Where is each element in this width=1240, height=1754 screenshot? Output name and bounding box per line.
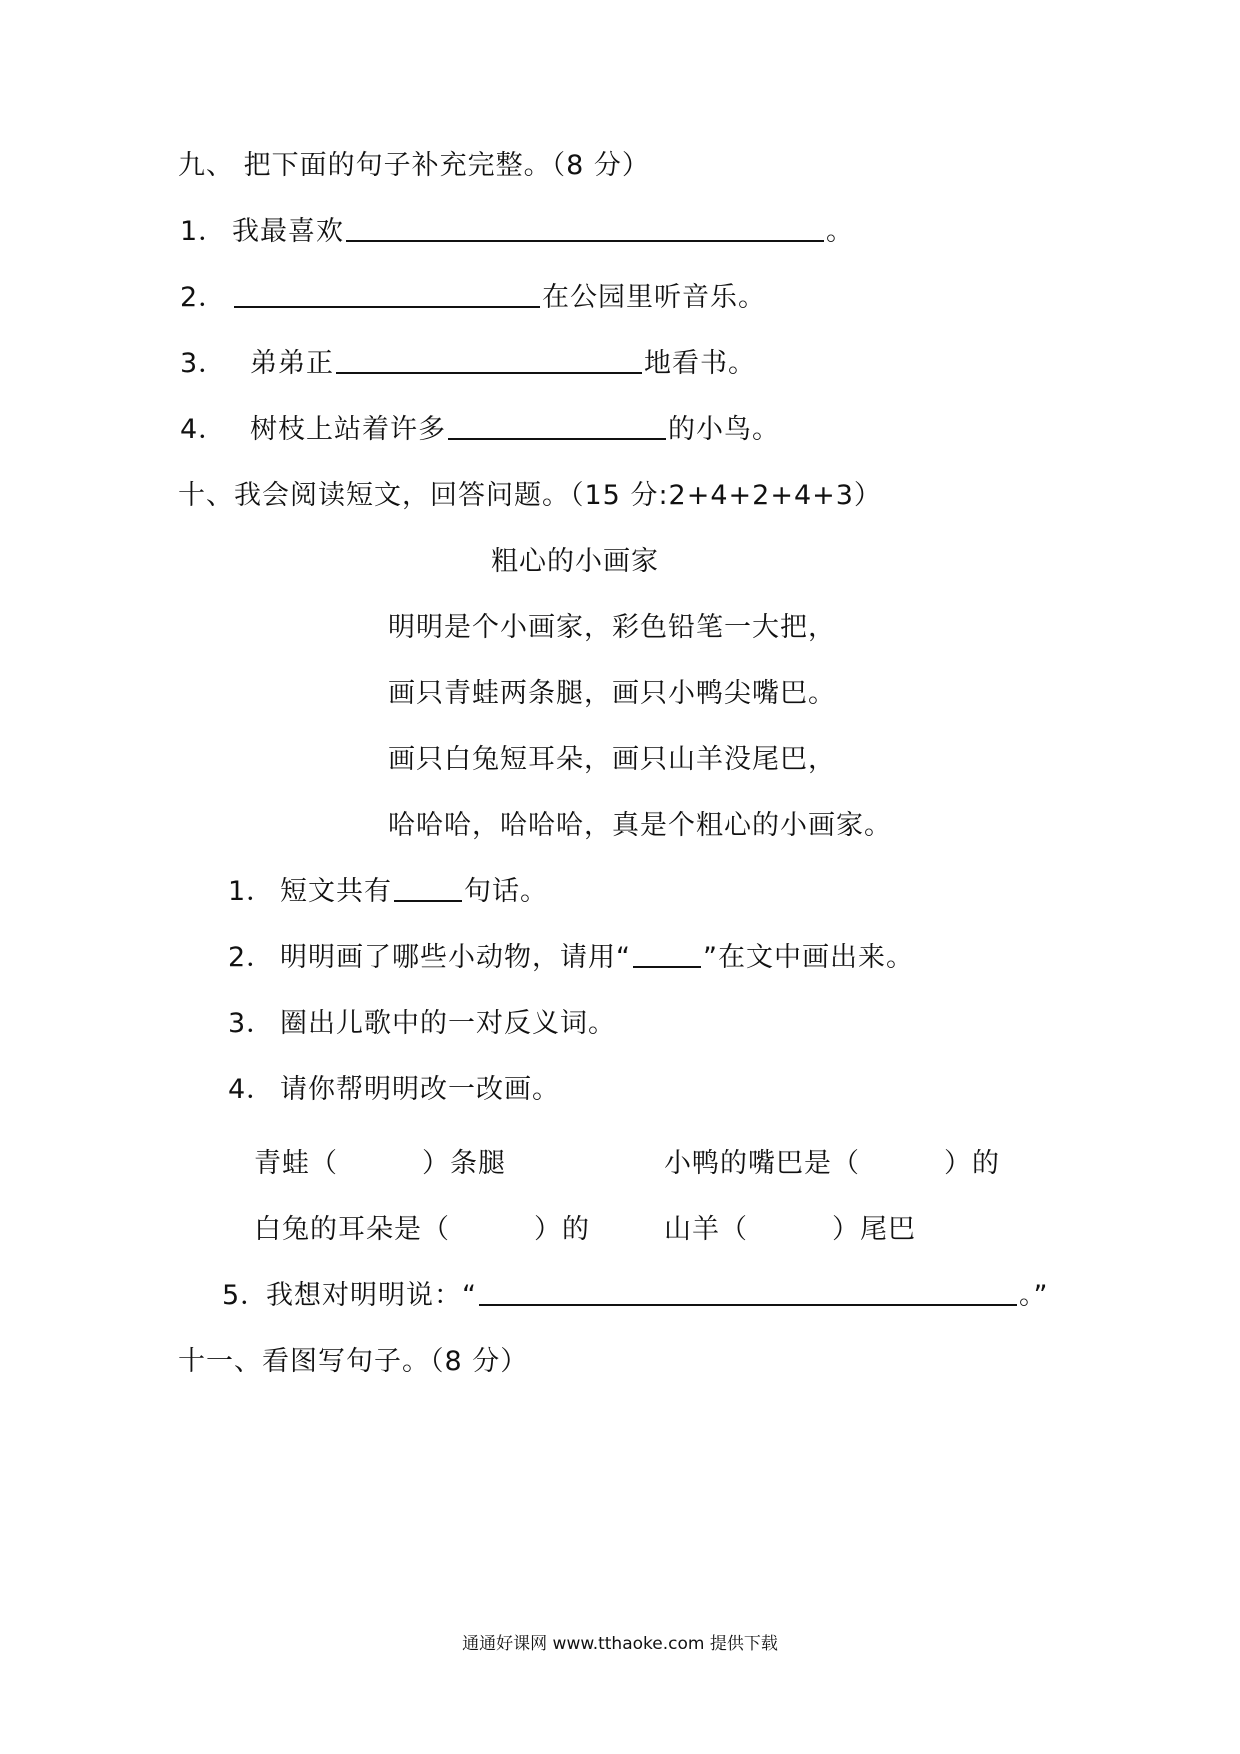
sec9-item-4	[180, 412, 780, 448]
fix-goat: 山羊（ ）尾巴	[664, 1214, 916, 1245]
question-3	[228, 1006, 616, 1042]
fix-duck: 小鸭的嘴巴是（ ）的	[664, 1148, 1000, 1179]
item-text-before: 我最喜欢	[232, 216, 344, 247]
item-text-after: 。	[826, 216, 854, 247]
item-number: 1．	[180, 216, 227, 247]
question-5	[222, 1278, 1049, 1314]
question-text: 请你帮明明改一改画。	[280, 1074, 560, 1105]
page-footer: 通通好课网 www.tthaoke.com 提供下载	[462, 1634, 778, 1654]
item-text-after: 地看书。	[644, 348, 756, 379]
question-text-before: 明明画了哪些小动物，请用“	[280, 942, 631, 973]
question-number: 2．	[228, 942, 275, 973]
question-number: 5．	[222, 1280, 269, 1311]
item-number: 4．	[180, 414, 227, 445]
section-11-title: 十一、看图写句子。（8 分）	[178, 1346, 529, 1377]
item-number: 2．	[180, 282, 227, 313]
item-text-before: 弟弟正	[250, 348, 334, 379]
question-number: 1．	[228, 876, 275, 907]
question-text: 圈出儿歌中的一对反义词。	[280, 1008, 616, 1039]
sec9-item-3	[180, 346, 756, 382]
sec9-item-1	[180, 214, 854, 250]
question-1	[228, 874, 548, 910]
item-text-after: 的小鸟。	[668, 414, 780, 445]
poem-line-3: 画只白兔短耳朵，画只山羊没尾巴，	[388, 744, 836, 775]
fix-frog: 青蛙（ ）条腿	[254, 1148, 506, 1179]
question-text-after: ”在文中画出来。	[703, 942, 914, 973]
answer-blank[interactable]	[234, 282, 540, 308]
answer-blank[interactable]	[336, 348, 642, 374]
poem-line-1: 明明是个小画家，彩色铅笔一大把，	[388, 612, 836, 643]
question-text-after: 句话。	[464, 876, 548, 907]
question-number: 4．	[228, 1074, 275, 1105]
item-text-before: 树枝上站着许多	[250, 414, 446, 445]
question-text-before: 我想对明明说：“	[266, 1280, 477, 1311]
answer-blank[interactable]	[394, 876, 462, 902]
fix-rabbit: 白兔的耳朵是（ ）的	[254, 1214, 590, 1245]
item-number: 3．	[180, 348, 227, 379]
poem-line-2: 画只青蛙两条腿，画只小鸭尖嘴巴。	[388, 678, 836, 709]
question-text-after: 。”	[1019, 1280, 1049, 1311]
answer-blank[interactable]	[448, 414, 666, 440]
poem-line-4: 哈哈哈，哈哈哈，真是个粗心的小画家。	[388, 810, 892, 841]
poem-title: 粗心的小画家	[491, 546, 659, 577]
question-number: 3．	[228, 1008, 275, 1039]
sec9-item-2	[180, 280, 766, 316]
answer-blank[interactable]	[479, 1280, 1017, 1306]
section-10-title: 十、我会阅读短文，回答问题。（15 分:2+4+2+4+3）	[178, 480, 882, 511]
question-4	[228, 1072, 560, 1108]
question-2	[228, 940, 914, 976]
section-9-title: 九、 把下面的句子补充完整。（8 分）	[178, 150, 650, 181]
item-text-after: 在公园里听音乐。	[542, 282, 766, 313]
underline-sample	[633, 942, 701, 968]
answer-blank[interactable]	[346, 216, 824, 242]
question-text-before: 短文共有	[280, 876, 392, 907]
